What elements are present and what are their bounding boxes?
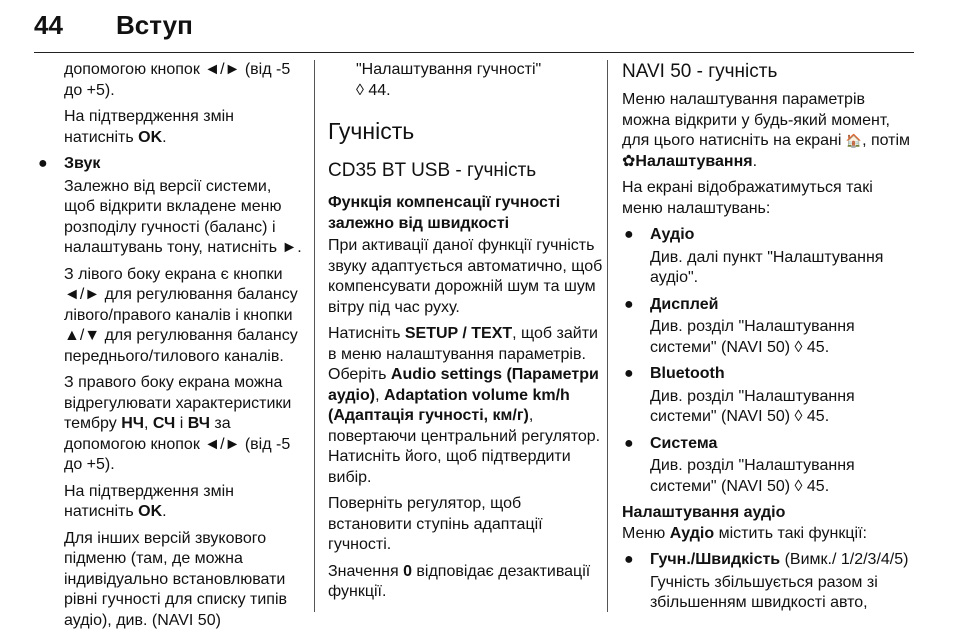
paragraph: На підтвердження змін натисніть OK.	[64, 108, 234, 146]
bullet-title: Аудіо	[650, 226, 695, 243]
paragraph: З правого боку екрана можна відрегулювати характеристики тембру НЧ, СЧ і ВЧ за допомогою кнопок ◄/► (від -5 до +5).	[64, 374, 292, 473]
paragraph: Меню налаштування параметрів можна відкрити у будь-який момент, для цього натисніть на екрані 🏠, потім ✿Налаштування.	[622, 91, 911, 170]
bullet-system	[622, 434, 912, 498]
paragraph: На екрані відображатимуться такі меню налаштувань:	[622, 179, 873, 217]
bullet-title: Система	[650, 434, 718, 452]
paragraph: Поверніть регулятор, щоб встановити ступінь адаптації гучності.	[328, 495, 543, 553]
subsection-heading: CD35 BT USB - гучність	[328, 160, 537, 181]
section-heading: Гучність	[328, 118, 415, 144]
bullet-volume-speed	[622, 550, 912, 614]
bullet-title: Bluetooth	[650, 365, 725, 382]
topic-heading: Налаштування аудіо	[622, 504, 786, 521]
page-header	[34, 6, 914, 52]
paragraph: Гучність збільшується разом зі збільшенням швидкості авто,	[650, 573, 878, 611]
bullet-title: Звук	[64, 155, 101, 172]
paragraph: При активації даної функції гучність звуку адаптується автоматично, щоб компенсувати дорожній шум та шум вітру під час руху.	[328, 237, 603, 316]
bullet-dot: ●	[624, 434, 634, 452]
paragraph: Залежно від версії системи, щоб відкрити вкладене меню розподілу гучності (баланс) і налаштувань тону, натисніть ►.	[64, 177, 302, 256]
paragraph: Значення 0 відповідає дезактивації функції.	[328, 562, 591, 600]
bullet-display	[622, 295, 912, 359]
paragraph: Див. розділ "Налаштування системи" (NAVI 50) ◊ 45.	[650, 318, 855, 356]
home-icon: 🏠	[845, 133, 863, 148]
bullet-dot: ●	[624, 226, 634, 243]
paragraph: допомогою кнопок ◄/► (від -5 до +5).	[64, 61, 291, 99]
subsection-heading: NAVI 50 - гучність	[622, 61, 778, 82]
topic-heading: Функція компенсації гучності залежно від швидкості	[328, 194, 561, 232]
column-divider	[607, 60, 608, 612]
bullet-sound	[36, 154, 304, 631]
paragraph: На підтвердження змін натисніть OK.	[64, 482, 234, 520]
bullet-title: Дисплей	[650, 295, 719, 313]
paragraph: Для інших версій звукового підменю (там, де можна індивідуально встановлювати рівні гучності для списку типів аудіо), див. (NAVI 50)	[64, 529, 288, 629]
paragraph: Натисніть SETUP / TEXT, щоб зайти в меню налаштування параметрів. Оберіть Audio settings (Параметри аудіо), Adaptation volume km/h (Адаптація гучності, км/г), повертаючи центральний регулятор. Натисніть його, щоб підтвердити вибір.	[328, 325, 601, 486]
bullet-dot: ●	[624, 365, 634, 382]
header-rule	[34, 52, 914, 53]
column-3	[622, 60, 912, 620]
paragraph: З лівого боку екрана є кнопки ◄/► для регулювання балансу лівого/правого каналів і кнопки ▲/▼ для регулювання балансу переднього/тилового каналів.	[64, 265, 298, 365]
bullet-dot: ●	[624, 551, 634, 568]
paragraph: Див. розділ "Налаштування системи" (NAVI 50) ◊ 45.	[650, 387, 855, 425]
paragraph: Див. розділ "Налаштування системи" (NAVI 50) ◊ 45.	[650, 457, 855, 495]
paragraph: "Налаштування гучності"	[356, 61, 542, 78]
column-divider	[314, 60, 315, 612]
column-2	[328, 60, 606, 609]
gear-icon: ✿	[622, 152, 636, 170]
chapter-title: Вступ	[116, 10, 193, 40]
bullet-title: Гучн./Швидкість (Вимк./ 1/2/3/4/5)	[650, 551, 909, 568]
bullet-dot: ●	[38, 155, 48, 172]
paragraph: Див. далі пункт "Налаштування аудіо".	[650, 248, 884, 286]
column-1	[36, 60, 304, 637]
bullet-dot: ●	[624, 295, 634, 313]
bullet-audio	[622, 225, 912, 289]
page-number: 44	[34, 10, 63, 40]
bullet-bluetooth	[622, 364, 912, 428]
cross-reference: ◊ 44.	[356, 81, 391, 99]
paragraph: Меню Аудіо містить такі функції:	[622, 524, 867, 542]
